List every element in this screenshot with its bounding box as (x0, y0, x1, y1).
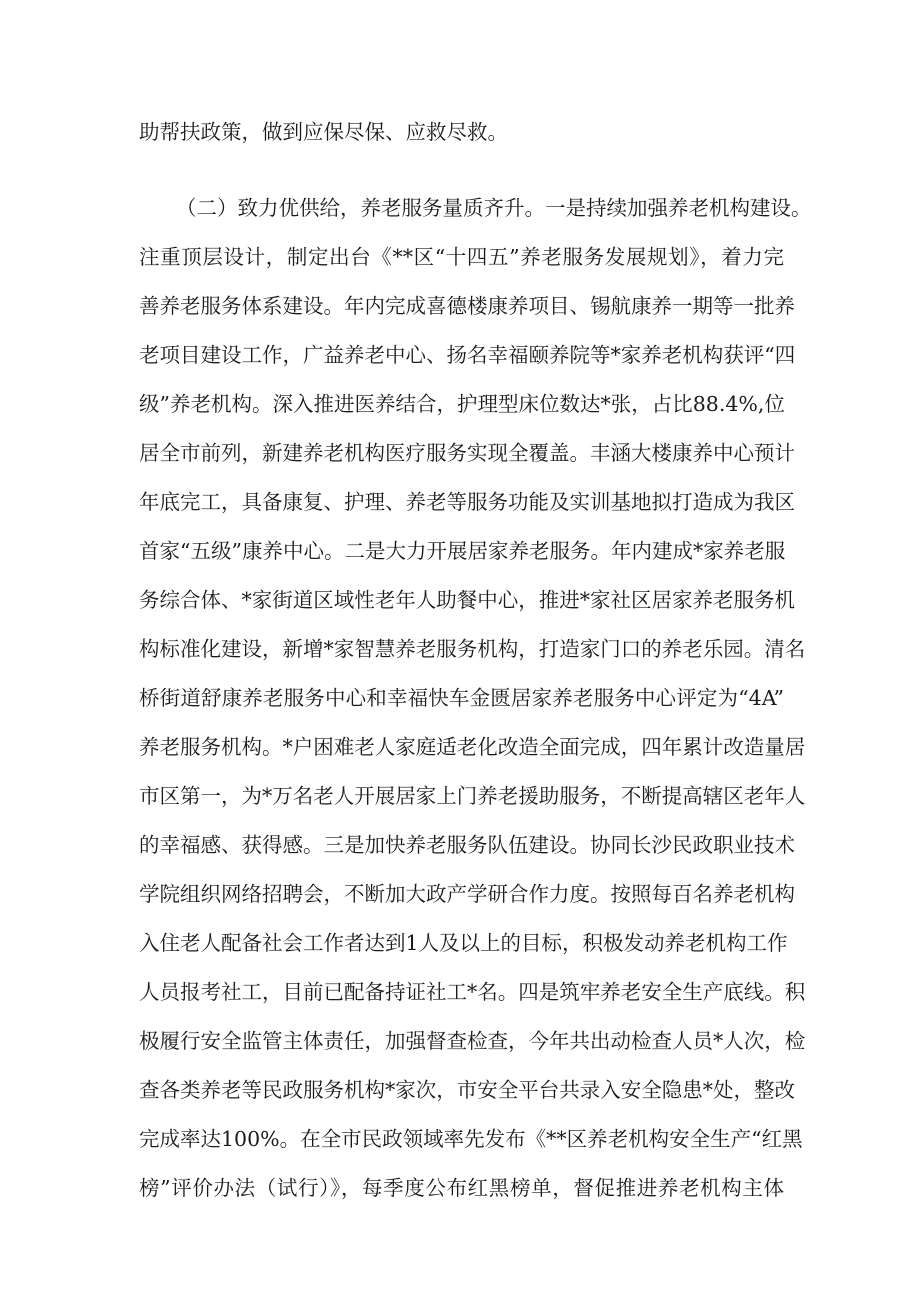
text-line: 老项目建设工作，广益养老中心、扬名幸福颐养院等*家养老机构获评“四 (139, 343, 796, 367)
text-line: 务综合体、*家街道区域性老年人助餐中心，推进*家社区居家养老服务机 (139, 588, 795, 612)
text-line: 的幸福感、获得感。三是加快养老服务队伍建设。协同长沙民政职业技术 (139, 833, 795, 857)
text-line: 养老服务机构。*户困难老人家庭适老化改造全面完成，四年累计改造量居 (139, 735, 806, 759)
section-heading-line: （二）致力优供给，养老服务量质齐升。一是持续加强养老机构建设。 (176, 196, 812, 220)
text-line (139, 1217, 784, 1257)
text-line: 居全市前列，新建养老机构医疗服务实现全覆盖。丰涵大楼康养中心预计 (139, 441, 795, 465)
text-line: 注重顶层设计，制定出台《**区“十四五”养老服务发展规划》，着力完 (139, 245, 784, 269)
text-line: 人员报考社工，目前已配备持证社工*名。四是筑牢养老安全生产底线。积 (139, 980, 806, 1004)
text-line: 查各类养老等民政服务机构*家次，市安全平台共录入安全隐患*处，整改 (139, 1078, 795, 1102)
text-line: 市区第一，为*万名老人开展居家上门养老援助服务，不断提高辖区老年人 (139, 784, 806, 808)
text-line: 桥街道舒康养老服务中心和幸福快车金匮居家养老服务中心评定为“4A” (139, 686, 784, 710)
text-line: 榜”评价办法（试行）》，每季度公布红黑榜单，督促推进养老机构主体 (139, 1176, 784, 1200)
text-line: 极履行安全监管主体责任，加强督查检查，今年共出动检查人员*人次，检 (139, 1029, 806, 1053)
text-line: 年底完工，具备康复、护理、养老等服务功能及实训基地拟打造成为我区 (139, 490, 795, 514)
text-line: 入住老人配备社会工作者达到1人及以上的目标，积极发动养老机构工作 (139, 931, 788, 955)
text-line: 级”养老机构。深入推进医养结合，护理型床位数达*张，占比88.4%,位 (139, 392, 785, 416)
text-line: 学院组织网络招聘会，不断加大政产学研合作力度。按照每百名养老机构 (139, 882, 795, 906)
text-line: 善养老服务体系建设。年内完成喜德楼康养项目、锡航康养一期等一批养 (139, 294, 795, 318)
text-line: 构标准化建设，新增*家智慧养老服务机构，打造家门口的养老乐园。清名 (139, 637, 806, 661)
text-line: 首家“五级”康养中心。二是大力开展居家养老服务。年内建成*家养老服 (139, 539, 786, 563)
text-line: 助帮扶政策，做到应保尽保、应救尽救。 (139, 120, 508, 144)
text-line: 完成率达100%。在全市民政领域率先发布《**区养老机构安全生产“红黑 (139, 1127, 803, 1151)
